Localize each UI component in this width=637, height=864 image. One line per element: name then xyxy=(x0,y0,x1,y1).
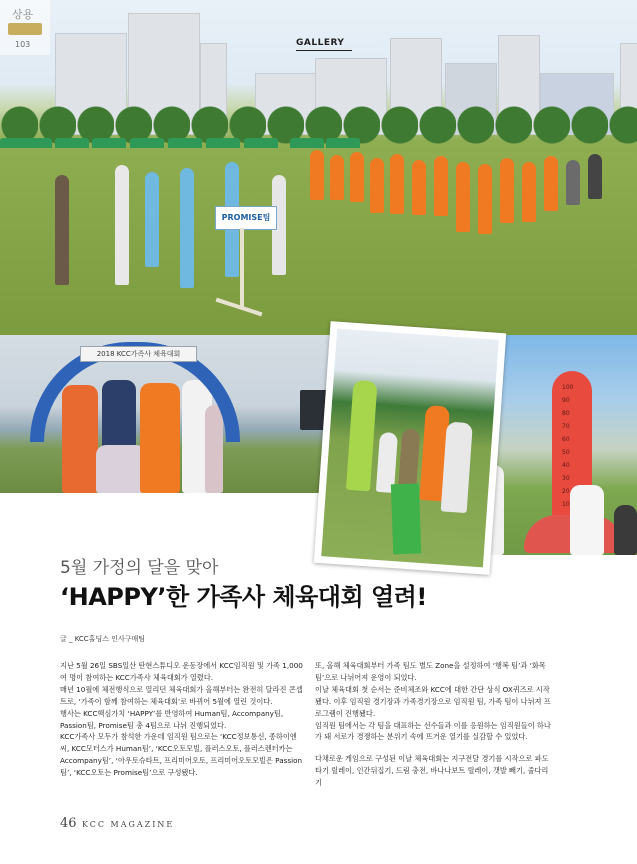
person xyxy=(522,162,536,222)
person xyxy=(570,485,604,555)
magazine-name: KCC MAGAZINE xyxy=(82,820,175,829)
team-sign: PROMISE팀 xyxy=(215,206,277,230)
corner-word: 상용 xyxy=(12,8,34,21)
corner-tag xyxy=(8,23,42,35)
person xyxy=(544,156,558,211)
paragraph: 이날 체육대회 첫 순서는 준비체조와 KCC에 대한 간단 상식 OX퀴즈로 시작됐다. 이후 임직원 경기장과 가족경기장으로 임직원 팀, 가족 팀이 나뉘져 프로그램이 진행됐다. xyxy=(315,684,551,718)
person xyxy=(55,175,69,285)
thermometer-tick-label: 60 xyxy=(562,436,570,443)
article-column-right xyxy=(315,660,555,789)
paragraph: 매년 10월에 체전행식으로 열리던 체육대회가 올해부터는 완전히 달라진 콘셉트로, ‘가족이 함께 참여하는 체육대회’로 바뀌어 5월에 열린 것이다. xyxy=(60,684,303,706)
person xyxy=(456,162,470,232)
person xyxy=(180,168,194,288)
sign-pole xyxy=(240,228,244,308)
section-label-underline xyxy=(296,50,352,51)
thermometer-tick-label: 10 xyxy=(562,501,570,508)
tent xyxy=(206,138,240,148)
paragraph: 또, 올해 체육대회부터 가족 팀도 별도 Zone을 설정하여 ‘행복 팀’과 ‘화목 팀’으로 나뉘어져 운영이 되었다. xyxy=(315,661,546,682)
tent xyxy=(55,138,89,148)
paragraph: 지난 5월 26일 SBS일산 탄현스튜디오 운동장에서 KCC임직원 및 가족 1,000여 명이 참여하는 KCC가족사 체육대회가 열렸다. xyxy=(60,661,303,682)
article-column-left xyxy=(60,660,304,779)
tent xyxy=(168,138,202,148)
thermometer-tick-label: 40 xyxy=(562,462,570,469)
paragraph: 다채로운 게임으로 구성된 이날 체육대회는 지구전달 경기를 시작으로 파도타기 릴레이, 인간뒤집기, 드림 충전, 바나나보트 릴레이, 갯발 빼기, 줄다리기 xyxy=(315,754,549,788)
thermometer-tick-label: 50 xyxy=(562,449,570,456)
person xyxy=(145,172,159,267)
page-number: 46 xyxy=(60,816,77,831)
article-author: 글 _ KCC홀딩스 인사구매팀 xyxy=(60,635,146,643)
event-banner: 2018 KCC가족사 체육대회 xyxy=(80,346,197,362)
person xyxy=(614,505,637,555)
person xyxy=(478,164,492,234)
green-mat xyxy=(391,483,421,554)
tent xyxy=(18,138,52,148)
person xyxy=(350,152,364,202)
sign-base xyxy=(216,298,263,317)
tent xyxy=(244,138,278,148)
tent xyxy=(326,138,360,148)
person xyxy=(434,156,448,216)
thermometer-tick-label: 70 xyxy=(562,423,570,430)
thermometer-tick-label: 20 xyxy=(562,488,570,495)
person xyxy=(346,380,378,491)
article-subtitle: 5월 가정의 달을 맞아 xyxy=(60,558,219,578)
person xyxy=(588,154,602,199)
person xyxy=(330,155,344,200)
person xyxy=(370,158,384,213)
tilted-photo-game xyxy=(314,321,506,575)
game-scene xyxy=(321,329,499,568)
person xyxy=(441,422,473,514)
thermometer-tick-label: 80 xyxy=(562,410,570,417)
corner-page-number: 103 xyxy=(15,40,31,49)
tent xyxy=(290,138,324,148)
person xyxy=(566,160,580,205)
paragraph: KCC가족사 모두가 참석한 가운데 임직원 팀으로는 ‘KCC정보통신, 종하이엔씨, KCC모터스가 Human팀’, ‘KCC오토모빌, 플러스오토, 플러스렌터카는 Accompany팀’, ‘아우토슈타트, 프리미어오토, 프리미어오토모빌은 Passion팀’, ‘KCC오토는 Promise팀’으로 구성됐다. xyxy=(60,732,303,778)
person xyxy=(500,158,514,223)
person xyxy=(390,154,404,214)
tent xyxy=(130,138,164,148)
paragraph: 임직원 팀에서는 각 팀을 대표하는 선수들과 이를 응원하는 임직원들이 하나가 돼 서로가 경쟁하는 분위기 속에 뜨거운 열기를 실감할 수 있었다. xyxy=(315,720,551,742)
person xyxy=(310,150,324,200)
paragraph: 행사는 KCC핵심가치 ‘HAPPY’를 반영하여 Human팀, Accompany팀, Passion팀, Promise팀 총 4팀으로 나뉘 진행되었다. xyxy=(60,708,284,730)
section-label: GALLERY xyxy=(296,38,345,48)
person xyxy=(412,160,426,215)
inflatable-thermometer-photo xyxy=(484,335,637,555)
crowd-of-participants xyxy=(40,150,637,240)
tent xyxy=(92,138,126,148)
thermometer-tick-label: 30 xyxy=(562,475,570,482)
thermometer-tick-label: 100 xyxy=(562,384,574,391)
baby-stroller xyxy=(96,445,146,493)
thermometer-tick-label: 90 xyxy=(562,397,570,404)
previous-page-corner xyxy=(0,0,50,55)
person xyxy=(115,165,129,285)
article-title: ‘HAPPY’한 가족사 체육대회 열려! xyxy=(60,583,427,611)
